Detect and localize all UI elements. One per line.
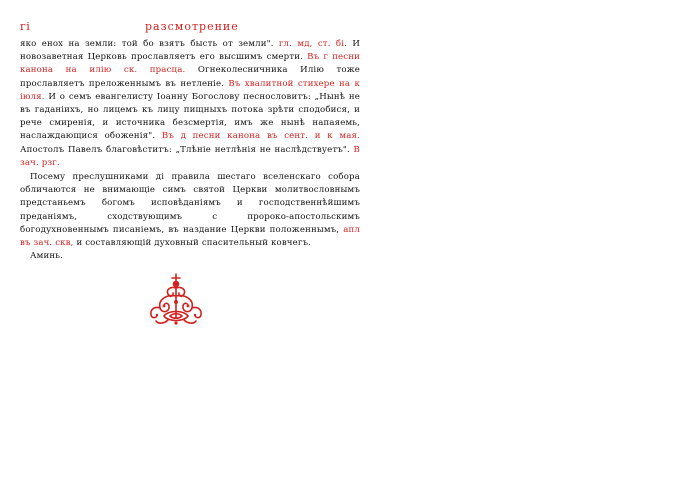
red-reference: В зач. рзг. xyxy=(20,144,360,168)
text-run: яко енох на земли: той бо взятъ бысть от земли". xyxy=(20,39,279,49)
text-run: И о семъ евангелисту Iоанну Богослову песнословитъ: „Нынѣ не въ гаданiихъ, но лицемъ къ лицу пищныхъ потока зрѣти сподобися, и рече смиренiя, и источника безсмертiя, имъ же нынѣ напаяемь, наслаждающися обоженiя". xyxy=(20,91,360,142)
paragraph-1 xyxy=(20,38,360,170)
text-run: Посему преслушниками дi правила шестаго вселенскаго собора обличаются не внимающiе симъ святой Церкви молитвословнымъ предстаньемъ богомъ исповѣданiямъ и господственнѣйшимъ преданiямъ, сходствующимъ с пророко-апостольскимъ богодухновеннымъ писанiемъ, въ наздание Церкви положеннымъ, xyxy=(20,172,360,235)
text-block xyxy=(20,38,360,263)
red-reference: гл. мд, ст. бi. xyxy=(278,39,348,49)
running-title: разсмотрение xyxy=(145,20,239,33)
red-reference: Въ г песни канона на илiю ск. прасца. xyxy=(20,52,360,76)
red-reference: апл въ зач. скв, xyxy=(20,224,360,249)
text-run: И новозаветная Церковь прославляетъ его высшимъ смерти. xyxy=(20,39,360,63)
text-run: и составляющiй духовный спасительный ковчегъ. xyxy=(73,238,312,249)
red-reference: Въ хвалитной стихере на к iюля. xyxy=(20,78,360,102)
page-number: гi xyxy=(20,20,31,33)
red-reference: Въ д песни канона въ сент. и к мая. xyxy=(161,131,360,142)
paragraph-2 xyxy=(20,171,360,250)
page-header xyxy=(20,20,340,36)
floral-vignette-icon xyxy=(148,272,204,326)
closing-amen: Аминь. xyxy=(30,251,63,262)
text-run: Апостолъ Павелъ благовѣститъ: „Тлѣнiе нетлѣнiя не наслѣдствуетъ". xyxy=(20,144,354,155)
text-run: Огнеколесничника Илiю тоже прославляетъ преложеннымъ въ нетленiе. xyxy=(20,65,360,89)
